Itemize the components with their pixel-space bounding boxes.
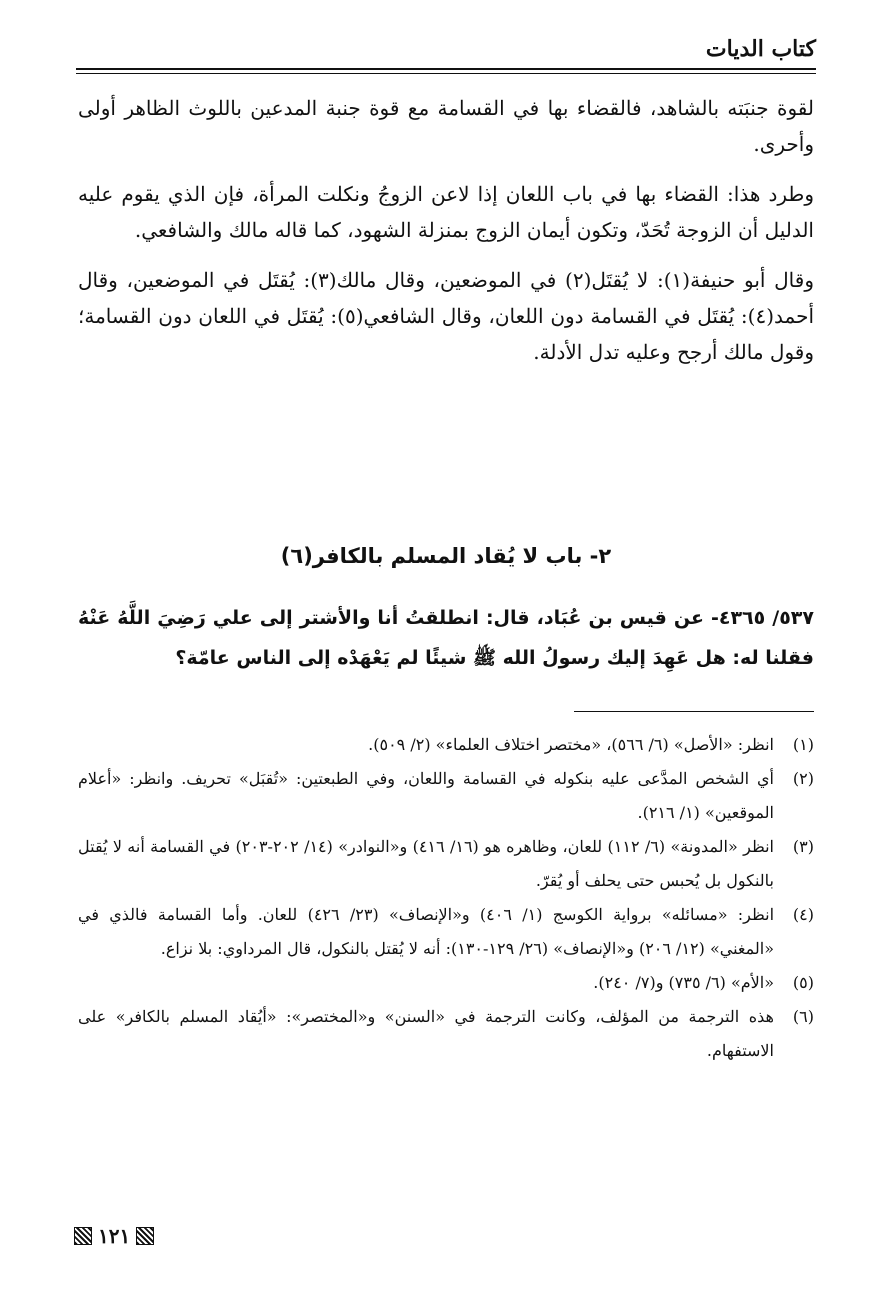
footnote-text: انظر: «مسائله» برواية الكوسج (١/ ٤٠٦) و«الإنصاف» (٢٣/ ٤٢٦) للعان. وأما القسامة فالذي في «المغني» (١٢/ ٢٠٦) و«الإنصاف» (٢٦/ ١٢٩-١٣٠): أنه لا يُقتل بالنكول، قال المرداوي: بلا نزاع. <box>78 905 775 958</box>
ornament-icon <box>74 1227 92 1245</box>
header-title: كتاب الديات <box>705 36 816 62</box>
footnote <box>78 762 814 830</box>
footnote <box>78 830 814 898</box>
footnote-text: أي الشخص المدَّعى عليه بنكوله في القسامة واللعان، وفي الطبعتين: «تُقبَل» تحريف. وانظر: «أعلام الموقعين» (١/ ٢١٦). <box>78 769 774 822</box>
header-rule-thin <box>76 73 816 74</box>
footnote-text: هذه الترجمة من المؤلف، وكانت الترجمة في «السنن» و«المختصر»: «أيُقاد المسلم بالكافر» على الاستفهام. <box>78 1007 774 1060</box>
footnote-number: (٥) <box>792 973 814 992</box>
chapter-heading: ٢- باب لا يُقاد المسلم بالكافر(٦) <box>280 544 612 568</box>
page-number-block <box>74 1224 154 1248</box>
footnote <box>78 966 814 1000</box>
footnote-number: (٣) <box>792 837 814 856</box>
footnote-number: (٦) <box>792 1007 814 1026</box>
page-number: ١٢١ <box>98 1224 131 1248</box>
footnote-number: (٢) <box>792 769 814 788</box>
footnotes <box>78 728 814 1068</box>
footnote <box>78 898 814 966</box>
footnote-text: «الأم» (٦/ ٧٣٥) و(٧/ ٢٤٠). <box>593 973 774 992</box>
paragraph: وقال أبو حنيفة(١): لا يُقتَل(٢) في الموضعين، وقال مالك(٣): يُقتَل في الموضعين، وقال أحمد(٤): يُقتَل في القسامة دون اللعان، وقال الشافعي(٥): يُقتَل في اللعان دون القسامة؛ وقول مالك أرجح وعليه تدل الأدلة. <box>78 268 815 364</box>
hadith-text: ٥٣٧/ ٤٣٦٥- عن قيس بن عُبَاد، قال: انطلقتُ أنا والأشتر إلى علي رَضِيَ اللَّهُ عَنْهُ فقلنا له: هل عَهِدَ إليك رسولُ الله ﷺ شيئًا لم يَعْهَدْه إلى الناس عامّة؟ <box>78 607 814 669</box>
paragraph: وطرد هذا: القضاء بها في باب اللعان إذا لاعن الزوجُ ونكلت المرأة، فإن الذي يقوم عليه الدليل أن الزوجة تُحَدّ، وتكون أيمان الزوج بمنزلة الشهود، كما قاله مالك والشافعي. <box>78 182 814 242</box>
footnote-number: (١) <box>792 735 814 754</box>
main-text <box>78 90 814 384</box>
footnote-number: (٤) <box>792 905 814 924</box>
footnote <box>78 1000 814 1068</box>
footnote-separator <box>574 711 814 712</box>
footnote-text: انظر: «الأصل» (٦/ ٥٦٦)، «مختصر اختلاف العلماء» (٢/ ٥٠٩). <box>368 735 774 754</box>
running-header <box>76 34 816 74</box>
footnote <box>78 728 814 762</box>
paragraph: لقوة جنبَته بالشاهد، فالقضاء بها في القسامة مع قوة جنبة المدعين باللوث الظاهر أولى وأحرى. <box>78 96 814 156</box>
ornament-icon <box>136 1227 154 1245</box>
footnote-text: انظر «المدونة» (٦/ ١١٢) للعان، وظاهره هو (١٦/ ٤١٦) و«النوادر» (١٤/ ٢٠٢-٢٠٣) في القسامة أنه لا يُقتل بالنكول بل يُحبس حتى يحلف أو يُقرّ. <box>78 837 774 890</box>
header-rule <box>76 68 816 70</box>
